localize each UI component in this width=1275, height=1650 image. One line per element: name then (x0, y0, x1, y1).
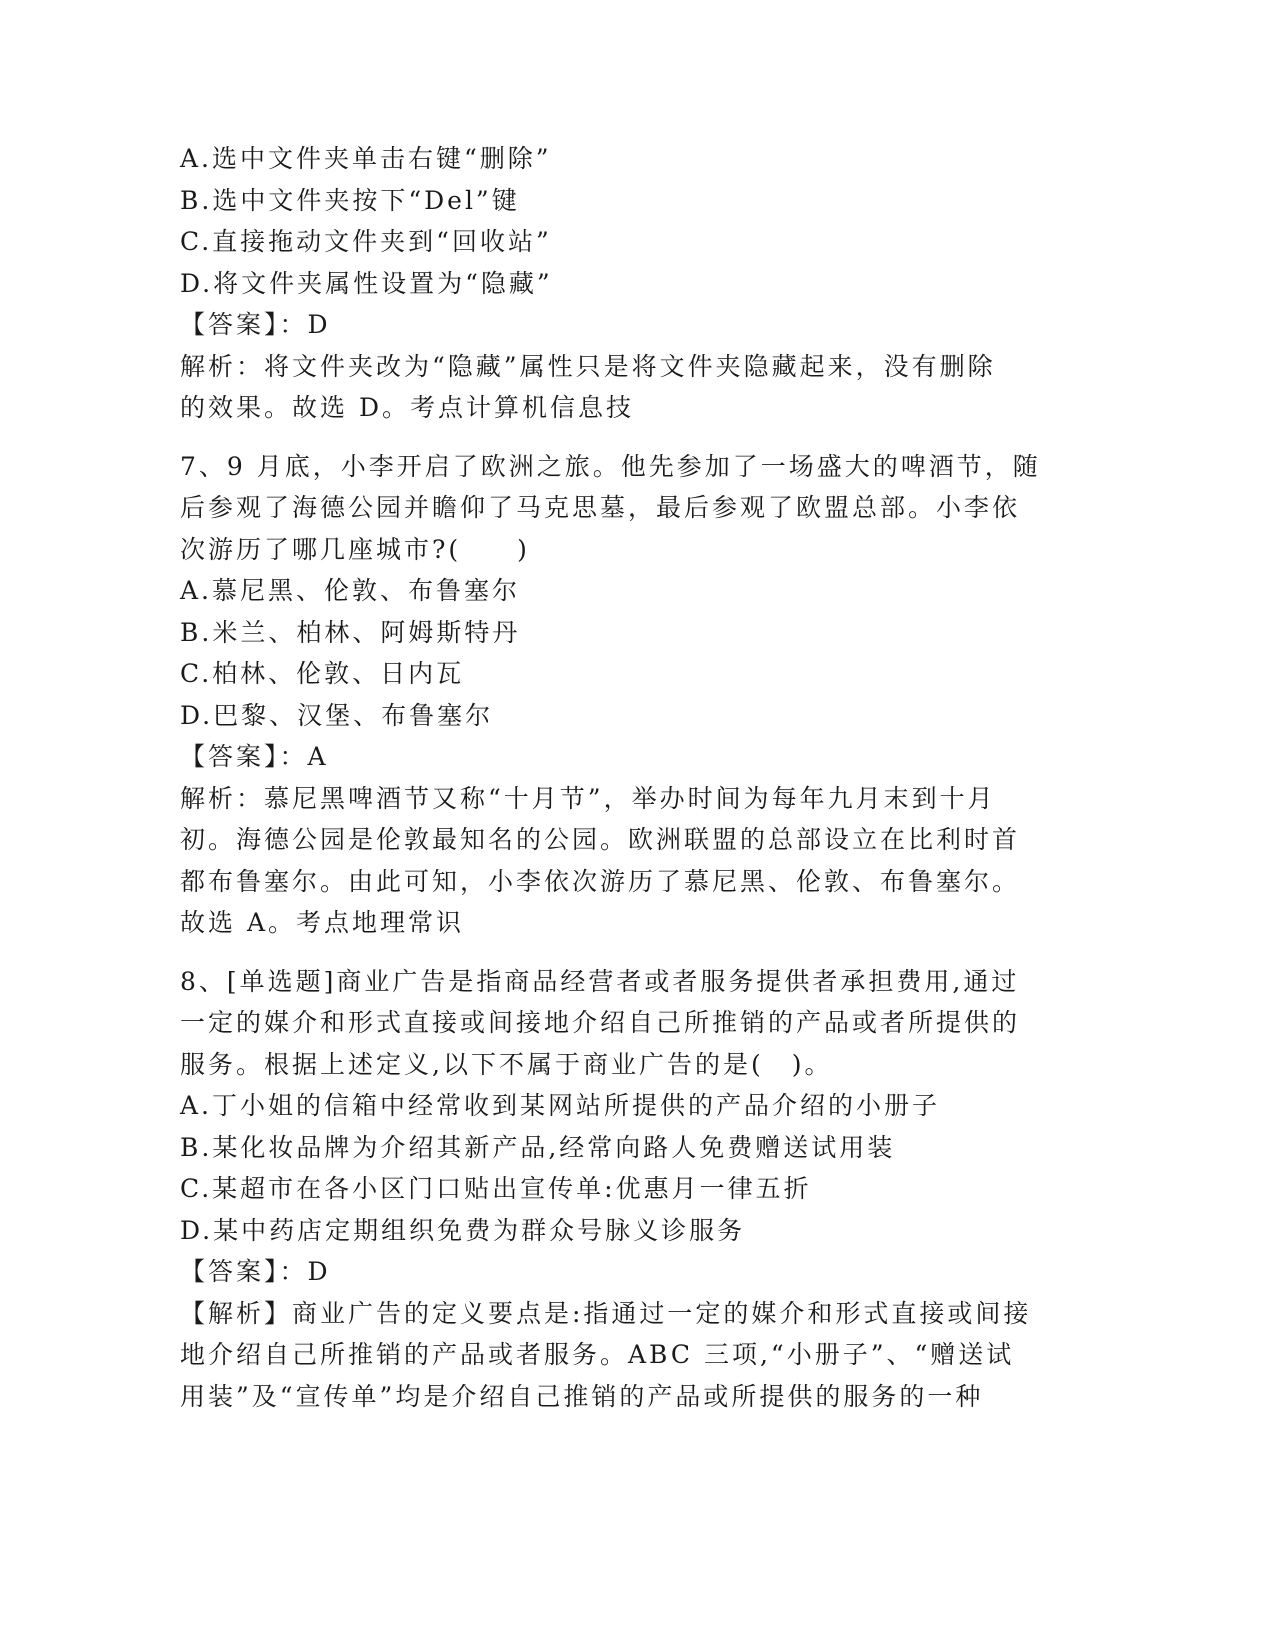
q8-analysis-line: 地介绍自己所推销的产品或者服务。ABC 三项,“小册子”、“赠送试 (180, 1340, 1015, 1369)
q8-stem-line: 一定的媒介和形式直接或间接地介绍自己所推销的产品或者所提供的 (180, 1008, 1021, 1037)
q8-option-a: A.丁小姐的信箱中经常收到某网站所提供的产品介绍的小册子 (180, 1091, 941, 1120)
q6-option-b: B.选中文件夹按下“Del”键 (180, 185, 520, 215)
q7-option-a: A.慕尼黑、伦敦、布鲁塞尔 (180, 576, 521, 605)
q8-option-d: D.某中药店定期组织免费为群众号脉义诊服务 (180, 1215, 746, 1245)
q6-option-d: D.将文件夹属性设置为“隐藏” (180, 268, 553, 298)
q7-analysis-line: 初。海德公园是伦敦最知名的公园。欧洲联盟的总部设立在比利时首 (180, 825, 1021, 854)
q7-stem-line: 后参观了海德公园并瞻仰了马克思墓，最后参观了欧盟总部。小李依 (180, 493, 1021, 522)
q8-stem-line: 服务。根据上述定义,以下不属于商业广告的是( )。 (180, 1049, 833, 1079)
q6-analysis-line: 解析：将文件夹改为“隐藏”属性只是将文件夹隐藏起来，没有删除 (180, 351, 996, 381)
q6-answer: 【答案】：D (180, 310, 331, 339)
document-content (180, 138, 1050, 1417)
q7-option-c: C.柏林、伦敦、日内瓦 (180, 659, 465, 688)
spacer (180, 944, 1050, 961)
q7-option-b: B.米兰、柏林、阿姆斯特丹 (180, 617, 521, 647)
q7-analysis-line: 都布鲁塞尔。由此可知，小李依次游历了慕尼黑、伦敦、布鲁塞尔。 (180, 866, 1021, 896)
q7-analysis-line: 故选 A。考点地理常识 (180, 908, 465, 937)
q8-analysis-line: 【解析】商业广告的定义要点是:指通过一定的媒介和形式直接或间接 (180, 1298, 1032, 1328)
q7-option-d: D.巴黎、汉堡、布鲁塞尔 (180, 700, 494, 730)
q8-analysis-line: 用装”及“宣传单”均是介绍自己推销的产品或所提供的服务的一种 (180, 1381, 984, 1411)
q7-analysis-line: 解析：慕尼黑啤酒节又称“十月节”，举办时间为每年九月末到十月 (180, 783, 996, 813)
q8-answer: 【答案】：D (180, 1257, 331, 1286)
q6-analysis-line: 的效果。故选 D。考点计算机信息技 (180, 393, 634, 422)
q8-option-c: C.某超市在各小区门口贴出宣传单:优惠月一律五折 (180, 1174, 812, 1203)
q8-stem-line: 8、[单选题]商业广告是指商品经营者或者服务提供者承担费用,通过 (180, 966, 1020, 996)
q7-answer: 【答案】：A (180, 742, 329, 771)
q6-option-c: C.直接拖动文件夹到“回收站” (180, 227, 552, 256)
spacer (180, 429, 1050, 446)
q8-option-b: B.某化妆品牌为介绍其新产品,经常向路人免费赠送试用装 (180, 1132, 896, 1162)
q7-stem-line: 次游历了哪几座城市?( ) (180, 534, 530, 564)
q7-stem-line: 7、9 月底，小李开启了欧洲之旅。他先参加了一场盛大的啤酒节，随 (180, 451, 1041, 481)
q6-option-a: A.选中文件夹单击右键“删除” (180, 144, 552, 173)
